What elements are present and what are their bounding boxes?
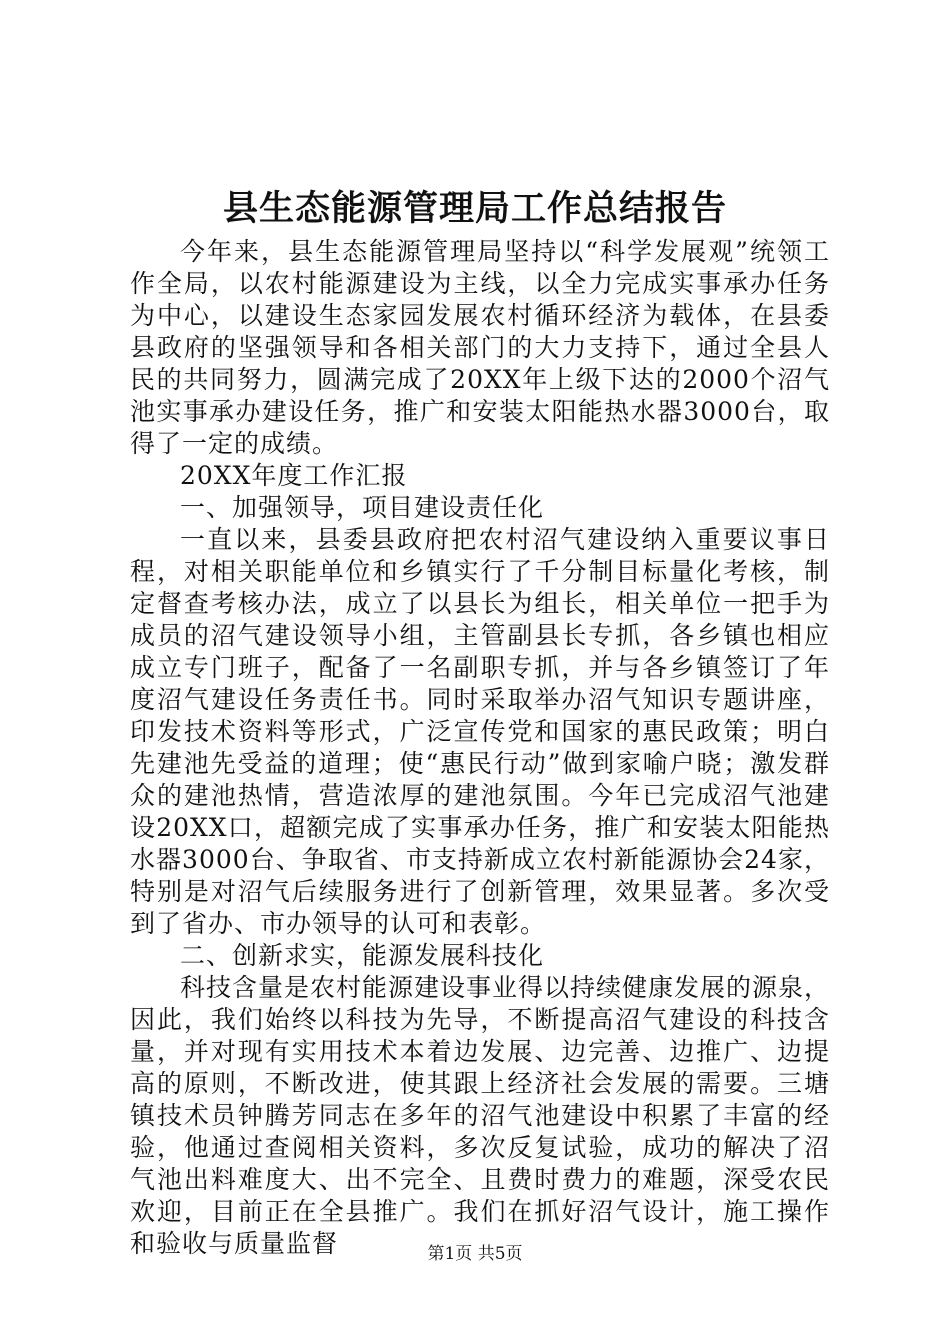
intro-paragraph: 今年来，县生态能源管理局坚持以“科学发展观”统领工作全局，以农村能源建设为主线，以全力完成实事承办任务为中心，以建设生态家园发展农村循环经济为载体，在县委县政府的坚强领导和各相关部门的大力支持下，通过全县人民的共同努力，圆满完成了20XX年上级下达的2000个沼气池实事承办建设任务，推广和安装太阳能热水器3000台，取得了一定的成绩。 xyxy=(130,237,830,458)
section2-paragraph: 科技含量是农村能源建设事业得以持续健康发展的源泉，因此，我们始终以科技为先导，不断提高沼气建设的科技含量，并对现有实用技术本着边发展、边完善、边推广、边提高的原则，不断改进，使其跟上经济社会发展的需要。三塘镇技术员钟腾芳同志在多年的沼气池建设中积累了丰富的经验，他通过查阅相关资料，多次反复试验，成功的解决了沼气池出料难度大、出不完全、且费时费力的难题，深受农民欢迎，目前正在全县推广。我们在抓好沼气设计，施工操作和验收与质量监督 xyxy=(130,973,831,1258)
page-number-footer: 第1页 共5页 xyxy=(427,1244,523,1264)
report-heading: 20XX年度工作汇报 xyxy=(180,461,408,490)
document-body xyxy=(130,236,830,1260)
section1-heading: 一、加强领导，项目建设责任化 xyxy=(180,493,545,522)
section2-heading: 二、创新求实，能源发展科技化 xyxy=(180,941,545,970)
section1-paragraph: 一直以来，县委县政府把农村沼气建设纳入重要议事日程，对相关职能单位和乡镇实行了千分制目标量化考核，制定督查考核办法，成立了以县长为组长，相关单位一把手为成员的沼气建设领导小组，主管副县长专抓，各乡镇也相应成立专门班子，配备了一名副职专抓，并与各乡镇签订了年度沼气建设任务责任书。同时采取举办沼气知识专题讲座，印发技术资料等形式，广泛宣传党和国家的惠民政策；明白先建池先受益的道理；使“惠民行动”做到家喻户晓；激发群众的建池热情，营造浓厚的建池氛围。今年已完成沼气池建设20XX口，超额完成了实事承办任务，推广和安装太阳能热水器3000台、争取省、市支持新成立农村新能源协会24家，特别是对沼气后续服务进行了创新管理，效果显著。多次受到了省办、市办领导的认可和表彰。 xyxy=(130,525,830,938)
document-title: 县生态能源管理局工作总结报告 xyxy=(222,188,727,229)
